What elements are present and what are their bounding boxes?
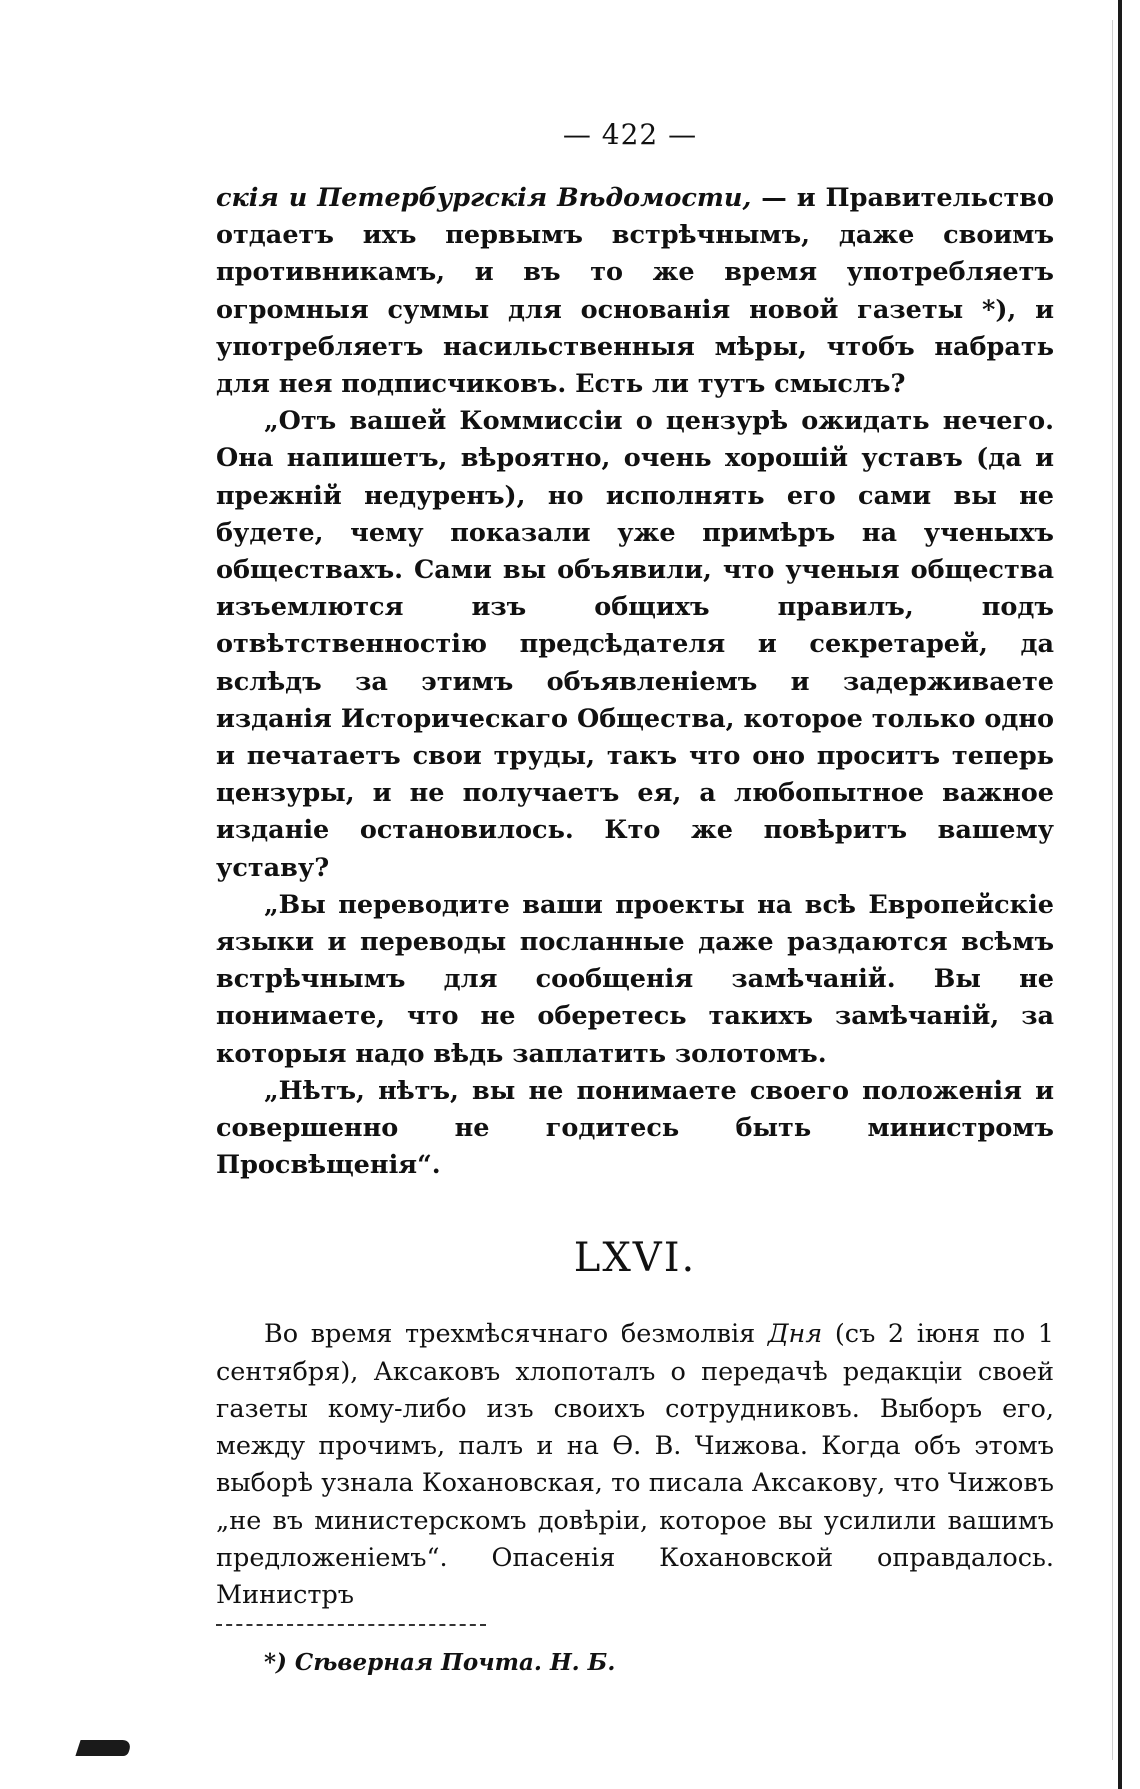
chapter-paragraph-rest: (съ 2 іюня по 1 сентября), Аксаковъ хлопоталъ о передачѣ редакціи своей газеты кому-либо изъ своихъ сотрудниковъ. Выборъ его, между прочимъ, палъ и на Ѳ. В. Чижова. Когда объ этомъ выборѣ узнала Кохановская, то писала Аксакову, что Чижовъ „не въ министерскомъ довѣріи, которое вы усилили вашимъ предложеніемъ“. Опасенія Кохановской оправдалось. Министръ xyxy=(216,1319,1055,1610)
page-edge-rule xyxy=(1118,0,1122,1789)
paragraph-1-segment-2: — и Правительство отдаетъ ихъ первымъ встрѣчнымъ, даже своимъ противникамъ, и въ то же время употребляетъ огромныя суммы для основанія новой газеты *), и употребляетъ насильственныя мѣры, чтобъ набрать для нея подписчиковъ. Есть ли тутъ смыслъ? xyxy=(216,183,1054,400)
paragraph-1 xyxy=(216,180,1054,403)
footnote: *) Сѣверная Почта. Н. Б. xyxy=(264,1649,616,1677)
chapter-paragraph xyxy=(216,1316,1054,1614)
paragraph-2: „Отъ вашей Коммиссіи о цензурѣ ожидать нечего. Она напишетъ, вѣроятно, очень хорошій уставъ (да и прежній недуренъ), но исполнять его сами вы не будете, чему показали уже примѣръ на ученыхъ обществахъ. Сами вы объявили, что ученыя общества изъемлются изъ общихъ правилъ, подъ отвѣтственностію предсѣдателя и секретарей, да вслѣдъ за этимъ объявленіемъ и задерживаете изданія Историческаго Общества, которое только одно и печатаетъ свои труды, такъ что оно проситъ теперь цензуры, и не получаетъ ея, а любопытное важное изданіе остановилось. Кто же повѣритъ вашему уставу? xyxy=(216,406,1054,883)
paragraph-1-italic-title: Петербургскія Вѣдомости, xyxy=(317,183,752,213)
text-column xyxy=(216,180,1054,1678)
paragraph-1-segment-0: скія и xyxy=(216,183,318,213)
footnote-divider xyxy=(216,1624,486,1626)
scan-blot xyxy=(75,1740,132,1756)
page-number: — 422 — xyxy=(562,118,698,151)
paragraph-3: „Вы переводите ваши проекты на всѣ Европейскіе языки и переводы посланные даже раздаются всѣмъ встрѣчнымъ для сообщенія замѣчаній. Вы не понимаете, что не оберетесь такихъ замѣчаній, за которыя надо вѣдь заплатить золотомъ. xyxy=(216,889,1054,1069)
chapter-heading: LXVI. xyxy=(573,1235,697,1282)
page-edge-shadow xyxy=(1112,20,1113,1760)
paragraph-4: „Нѣтъ, нѣтъ, вы не понимаете своего положенія и совершенно не годитесь быть министромъ Просвѣщенія“. xyxy=(216,1075,1054,1181)
chapter-paragraph-start: Во время трехмѣсячнаго безмолвія xyxy=(264,1319,768,1350)
chapter-paragraph-italic-day: Дня xyxy=(767,1319,823,1350)
